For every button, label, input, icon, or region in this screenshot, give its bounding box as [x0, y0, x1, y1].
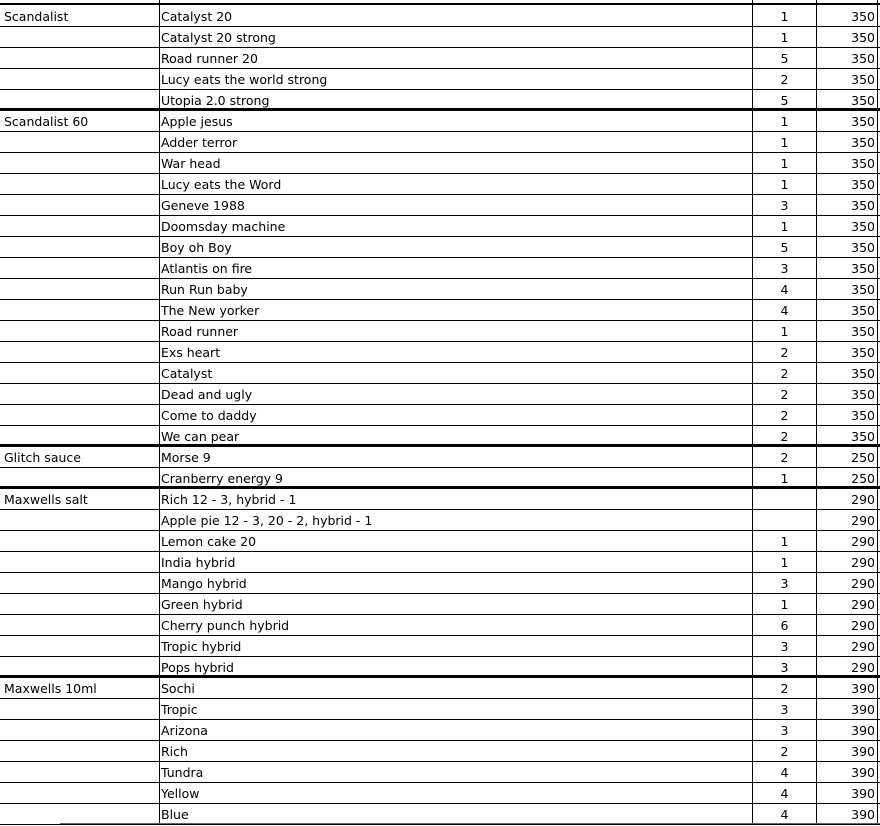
brand-cell[interactable]	[4, 573, 156, 593]
brand-cell[interactable]	[4, 468, 156, 486]
price-cell[interactable]: 290	[851, 639, 875, 654]
price-cell[interactable]: 350	[851, 303, 875, 318]
table-row	[0, 657, 880, 678]
quantity-cell[interactable]: 1	[780, 114, 789, 129]
brand-cell[interactable]	[4, 258, 156, 278]
table-row	[0, 363, 880, 384]
quantity-cell[interactable]: 3	[780, 198, 789, 213]
price-cell[interactable]: 350	[851, 387, 875, 402]
product-cell[interactable]: Run Run baby	[161, 282, 248, 297]
product-cell[interactable]: Catalyst 20 strong	[161, 30, 276, 45]
product-cell[interactable]: Lucy eats the Word	[161, 177, 282, 192]
table-row	[0, 111, 880, 132]
price-cell[interactable]: 390	[851, 702, 875, 717]
product-cell[interactable]: Road runner 20	[161, 51, 258, 66]
brand-cell[interactable]	[4, 531, 156, 551]
product-cell[interactable]: Dead and ugly	[161, 387, 253, 402]
price-cell[interactable]: 250	[851, 471, 875, 486]
brand-cell[interactable]	[4, 153, 156, 173]
top-border	[0, 3, 880, 5]
table-row	[0, 300, 880, 321]
table-row	[0, 720, 880, 741]
quantity-cell[interactable]: 2	[780, 681, 789, 696]
quantity-cell[interactable]: 1	[780, 135, 789, 150]
quantity-cell[interactable]: 4	[780, 765, 789, 780]
table-row	[0, 783, 880, 804]
column-divider-qty	[816, 0, 817, 824]
table-row	[0, 552, 880, 573]
price-cell[interactable]: 350	[851, 114, 875, 129]
quantity-cell[interactable]: 2	[780, 72, 789, 87]
product-cell[interactable]: Tropic	[161, 702, 198, 717]
product-cell[interactable]: Cranberry energy 9	[161, 471, 283, 486]
table-row	[0, 321, 880, 342]
table-row	[0, 153, 880, 174]
price-cell[interactable]: 350	[851, 345, 875, 360]
brand-cell[interactable]	[4, 636, 156, 656]
price-cell[interactable]: 350	[851, 219, 875, 234]
brand-cell[interactable]	[4, 510, 156, 530]
brand-cell[interactable]	[4, 552, 156, 572]
table-row	[0, 531, 880, 552]
table-row	[0, 237, 880, 258]
quantity-cell[interactable]: 1	[780, 9, 789, 24]
product-cell[interactable]: Rich 12 - 3, hybrid - 1	[161, 492, 297, 507]
column-divider-price	[877, 0, 878, 824]
quantity-cell[interactable]: 4	[780, 303, 789, 318]
price-cell[interactable]: 250	[851, 450, 875, 465]
table-row	[0, 426, 880, 447]
column-divider-product	[752, 0, 753, 824]
brand-cell[interactable]	[4, 69, 156, 89]
table-row	[0, 405, 880, 426]
brand-cell[interactable]: Glitch sauce	[4, 450, 81, 465]
table-row	[0, 132, 880, 153]
brand-cell[interactable]	[4, 48, 156, 68]
brand-cell[interactable]	[4, 279, 156, 299]
column-divider-brand	[159, 0, 160, 824]
price-cell[interactable]: 390	[851, 681, 875, 696]
price-cell[interactable]: 350	[851, 408, 875, 423]
product-cell[interactable]: Exs heart	[161, 345, 221, 360]
product-cell[interactable]: Lemon cake 20	[161, 534, 257, 549]
product-cell[interactable]: Tundra	[161, 765, 204, 780]
table-row	[0, 384, 880, 405]
table-row	[0, 6, 880, 27]
product-cell[interactable]: We can pear	[161, 429, 240, 444]
quantity-cell[interactable]: 3	[780, 702, 789, 717]
brand-cell[interactable]	[4, 300, 156, 320]
table-row	[0, 48, 880, 69]
quantity-cell[interactable]: 4	[780, 786, 789, 801]
price-cell[interactable]: 390	[851, 744, 875, 759]
price-cell[interactable]: 290	[851, 555, 875, 570]
price-cell[interactable]: 350	[851, 177, 875, 192]
product-cell[interactable]: Geneve 1988	[161, 198, 245, 213]
product-cell[interactable]: Lucy eats the world strong	[161, 72, 328, 87]
quantity-cell[interactable]: 1	[780, 324, 789, 339]
table-row	[0, 573, 880, 594]
quantity-cell[interactable]: 2	[780, 408, 789, 423]
brand-cell[interactable]	[4, 405, 156, 425]
brand-cell[interactable]	[4, 237, 156, 257]
price-cell[interactable]: 290	[851, 492, 875, 507]
brand-cell[interactable]	[4, 90, 156, 108]
product-cell[interactable]: Catalyst 20	[161, 9, 233, 24]
product-cell[interactable]: Sochi	[161, 681, 195, 696]
price-cell[interactable]: 290	[851, 576, 875, 591]
price-cell[interactable]: 350	[851, 156, 875, 171]
brand-cell[interactable]	[4, 804, 156, 824]
table-row	[0, 195, 880, 216]
brand-cell[interactable]	[4, 615, 156, 635]
quantity-cell[interactable]: 3	[780, 576, 789, 591]
quantity-cell[interactable]	[753, 510, 816, 530]
brand-cell[interactable]	[4, 594, 156, 614]
table-row	[0, 762, 880, 783]
table-row	[0, 741, 880, 762]
price-cell[interactable]: 350	[851, 93, 875, 108]
product-cell[interactable]: Catalyst	[161, 366, 213, 381]
price-cell[interactable]: 390	[851, 765, 875, 780]
brand-cell[interactable]	[4, 699, 156, 719]
brand-cell[interactable]	[4, 741, 156, 761]
bottom-border	[60, 823, 880, 824]
quantity-cell[interactable]: 5	[780, 51, 789, 66]
table-row	[0, 468, 880, 489]
brand-cell[interactable]	[4, 216, 156, 236]
product-cell[interactable]: Arizona	[161, 723, 208, 738]
product-cell[interactable]: Come to daddy	[161, 408, 257, 423]
table-row	[0, 678, 880, 699]
product-cell[interactable]: Green hybrid	[161, 597, 243, 612]
table-row	[0, 699, 880, 720]
table-row	[0, 615, 880, 636]
brand-cell[interactable]	[4, 174, 156, 194]
table-row	[0, 447, 880, 468]
quantity-cell[interactable]: 2	[780, 387, 789, 402]
quantity-cell[interactable]: 1	[780, 534, 789, 549]
brand-cell[interactable]	[4, 720, 156, 740]
brand-cell[interactable]	[4, 363, 156, 383]
table-row	[0, 804, 880, 825]
product-cell[interactable]: Adder terror	[161, 135, 238, 150]
brand-cell[interactable]	[4, 657, 156, 675]
brand-cell[interactable]: Maxwells salt	[4, 492, 88, 507]
price-cell[interactable]: 390	[851, 807, 875, 822]
brand-cell[interactable]	[4, 321, 156, 341]
table-row	[0, 489, 880, 510]
product-cell[interactable]: War head	[161, 156, 221, 171]
brand-cell[interactable]	[4, 132, 156, 152]
product-cell[interactable]: Road runner	[161, 324, 239, 339]
product-cell[interactable]: Cherry punch hybrid	[161, 618, 290, 633]
brand-cell[interactable]	[4, 342, 156, 362]
price-cell[interactable]: 390	[851, 786, 875, 801]
table-row	[0, 594, 880, 615]
brand-cell[interactable]	[4, 783, 156, 803]
product-cell[interactable]: Boy oh Boy	[161, 240, 232, 255]
table-row	[0, 342, 880, 363]
product-cell[interactable]: Yellow	[161, 786, 200, 801]
quantity-cell[interactable]: 2	[780, 450, 789, 465]
quantity-cell[interactable]: 4	[780, 807, 789, 822]
quantity-cell[interactable]: 2	[780, 744, 789, 759]
price-cell[interactable]: 350	[851, 324, 875, 339]
price-cell[interactable]: 290	[851, 660, 875, 675]
quantity-cell[interactable]: 1	[780, 471, 789, 486]
table-row	[0, 174, 880, 195]
product-cell[interactable]: Utopia 2.0 strong	[161, 93, 270, 108]
brand-cell[interactable]: Scandalist 60	[4, 114, 89, 129]
table-row	[0, 279, 880, 300]
price-cell[interactable]: 350	[851, 240, 875, 255]
price-cell[interactable]: 350	[851, 135, 875, 150]
quantity-cell[interactable]	[753, 489, 816, 509]
product-cell[interactable]: Pops hybrid	[161, 660, 234, 675]
product-cell[interactable]: Rich	[161, 744, 188, 759]
table-row	[0, 90, 880, 111]
product-cell[interactable]: Apple pie 12 - 3, 20 - 2, hybrid - 1	[161, 513, 373, 528]
quantity-cell[interactable]: 1	[780, 156, 789, 171]
price-cell[interactable]: 350	[851, 9, 875, 24]
product-cell[interactable]: Morse 9	[161, 450, 211, 465]
quantity-cell[interactable]: 2	[780, 345, 789, 360]
quantity-cell[interactable]: 1	[780, 597, 789, 612]
quantity-cell[interactable]: 1	[780, 555, 789, 570]
quantity-cell[interactable]: 5	[780, 240, 789, 255]
price-cell[interactable]: 290	[851, 618, 875, 633]
product-cell[interactable]: The New yorker	[161, 303, 260, 318]
table-row	[0, 258, 880, 279]
quantity-cell[interactable]: 6	[780, 618, 789, 633]
price-cell[interactable]: 290	[851, 513, 875, 528]
quantity-cell[interactable]: 3	[780, 261, 789, 276]
quantity-cell[interactable]: 3	[780, 723, 789, 738]
brand-cell[interactable]	[4, 762, 156, 782]
quantity-cell[interactable]: 1	[780, 177, 789, 192]
price-cell[interactable]: 290	[851, 597, 875, 612]
price-cell[interactable]: 390	[851, 723, 875, 738]
price-cell[interactable]: 350	[851, 282, 875, 297]
table-row	[0, 636, 880, 657]
brand-cell[interactable]	[4, 384, 156, 404]
table-row	[0, 69, 880, 90]
brand-cell[interactable]	[4, 195, 156, 215]
product-cell[interactable]: India hybrid	[161, 555, 236, 570]
price-cell[interactable]: 350	[851, 198, 875, 213]
brand-cell[interactable]	[4, 27, 156, 47]
quantity-cell[interactable]: 5	[780, 93, 789, 108]
quantity-cell[interactable]: 3	[780, 660, 789, 675]
price-cell[interactable]: 350	[851, 366, 875, 381]
quantity-cell[interactable]: 3	[780, 639, 789, 654]
table-row	[0, 216, 880, 237]
quantity-cell[interactable]: 2	[780, 429, 789, 444]
quantity-cell[interactable]: 1	[780, 30, 789, 45]
quantity-cell[interactable]: 1	[780, 219, 789, 234]
brand-cell[interactable]: Maxwells 10ml	[4, 681, 97, 696]
price-cell[interactable]: 350	[851, 261, 875, 276]
price-cell[interactable]: 350	[851, 429, 875, 444]
quantity-cell[interactable]: 2	[780, 366, 789, 381]
brand-cell[interactable]: Scandalist	[4, 9, 69, 24]
product-cell[interactable]: Doomsday machine	[161, 219, 286, 234]
brand-cell[interactable]	[4, 426, 156, 444]
product-cell[interactable]: Apple jesus	[161, 114, 233, 129]
table-row	[0, 27, 880, 48]
price-cell[interactable]: 350	[851, 51, 875, 66]
price-cell[interactable]: 290	[851, 534, 875, 549]
product-cell[interactable]: Tropic hybrid	[161, 639, 242, 654]
price-cell[interactable]: 350	[851, 72, 875, 87]
product-cell[interactable]: Mango hybrid	[161, 576, 247, 591]
product-cell[interactable]: Atlantis on fire	[161, 261, 253, 276]
product-cell[interactable]: Blue	[161, 807, 189, 822]
quantity-cell[interactable]: 4	[780, 282, 789, 297]
table-row	[0, 510, 880, 531]
price-cell[interactable]: 350	[851, 30, 875, 45]
